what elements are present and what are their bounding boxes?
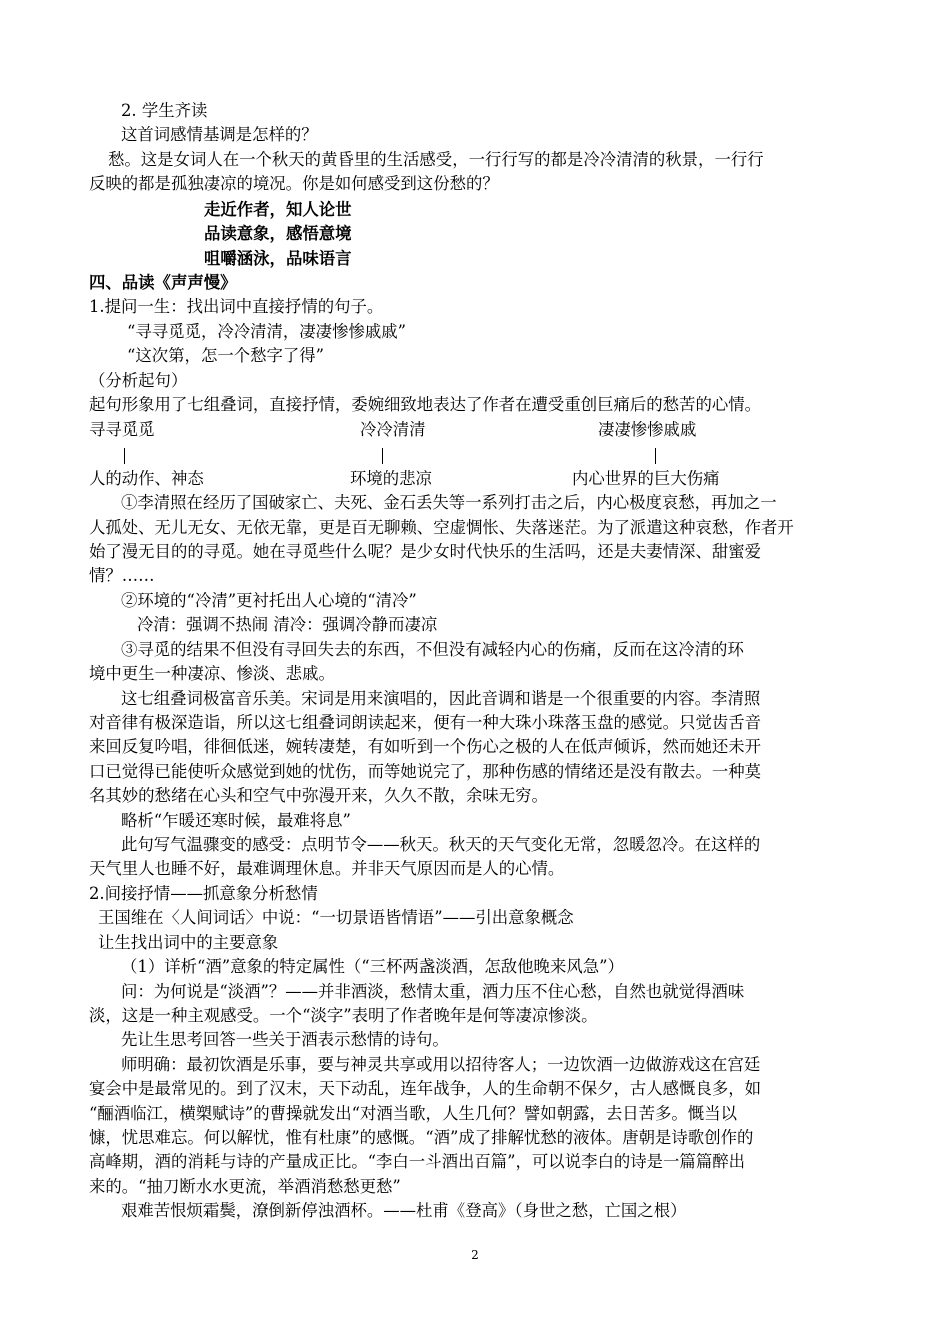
text-line: 凄凄惨惨戚戚	[598, 420, 697, 439]
connector-line-1	[124, 448, 125, 464]
text-line: 名其妙的愁绪在心头和空气中弥漫开来，久久不散，余味无穷。	[89, 786, 548, 805]
text-line: （1）详析“酒”意象的特定属性（“三杯两盏淡酒，怎敌他晚来风急”）	[121, 957, 624, 976]
text-line: 2.间接抒情——抓意象分析愁情	[89, 884, 318, 903]
page-number: 2	[471, 1248, 479, 1262]
text-line: 反映的都是孤独凄凉的境况。你是如何感受到这份愁的？	[89, 174, 499, 193]
heading-line: 品读意象，感悟意境	[204, 224, 352, 243]
text-line: 艰难苦恨烦霜鬓，潦倒新停浊酒杯。——杜甫《登高》（身世之愁，亡国之根）	[121, 1201, 687, 1220]
text-line: 宴会中是最常见的。到了汉末，天下动乱，连年战争，人的生命朝不保夕，古人感慨良多，如	[89, 1079, 762, 1098]
text-line: 寻寻觅觅	[89, 420, 155, 439]
text-line: 情？……	[89, 566, 155, 585]
text-line: （分析起句）	[89, 371, 188, 390]
text-line: 高峰期，酒的消耗与诗的产量成正比。“李白一斗酒出百篇”，可以说李白的诗是一篇篇醉出	[89, 1152, 745, 1171]
text-line: “酾酒临江，横槊赋诗”的曹操就发出“对酒当歌，人生几何？譬如朝露，去日苦多。慨当以	[89, 1104, 737, 1123]
text-line: 王国维在〈人间词话〉中说：“一切景语皆情语”——引出意象概念	[98, 908, 574, 927]
text-line: 愁。这是女词人在一个秋天的黄昏里的生活感受，一行行写的都是冷冷清清的秋景，一行行	[108, 150, 764, 169]
text-line: 冷清：强调不热闹 清冷：强调冷静而凄凉	[137, 615, 438, 634]
text-line: 人的动作、神态	[89, 469, 204, 488]
text-line: 内心世界的巨大伤痛	[572, 469, 720, 488]
text-line: 1.提问一生：找出词中直接抒情的句子。	[89, 297, 384, 316]
text-line: 人孤处、无儿无女、无依无靠，更是百无聊赖、空虚惆怅、失落迷茫。为了派遣这种哀愁，作者开	[89, 518, 794, 537]
text-line: 冷冷清清	[360, 420, 426, 439]
text-line: ①李清照在经历了国破家亡、夫死、金石丢失等一系列打击之后，内心极度哀愁，再加之一	[121, 493, 777, 512]
heading-line: 走近作者，知人论世	[204, 200, 352, 219]
text-line: 境中更生一种凄凉、惨淡、悲戚。	[89, 664, 335, 683]
connector-line-2	[382, 448, 383, 464]
text-line: 淡，这是一种主观感受。一个“淡字”表明了作者晚年是何等凄凉惨淡。	[89, 1006, 598, 1025]
text-line: 慷，忧思难忘。何以解忧，惟有杜康”的感慨。“酒”成了排解忧愁的液体。唐朝是诗歌创作的	[89, 1128, 754, 1147]
text-line: “这次第，怎一个愁字了得”	[127, 346, 325, 365]
text-line: “寻寻觅觅，冷冷清清，凄凄惨惨戚戚”	[127, 322, 407, 341]
text-line: ③寻觅的结果不但没有寻回失去的东西，不但没有减轻内心的伤痛，反而在这冷清的环	[121, 640, 744, 659]
text-line: 起句形象用了七组叠词，直接抒情，委婉细致地表达了作者在遭受重创巨痛后的愁苦的心情。	[89, 395, 762, 414]
text-line: 对音律有极深造诣，所以这七组叠词朗读起来，便有一种大珠小珠落玉盘的感觉。只觉齿舌音	[89, 713, 762, 732]
text-line: 这首词感情基调是怎样的？	[121, 125, 318, 144]
text-line: 来的。“抽刀断水水更流，举酒消愁愁更愁”	[89, 1177, 401, 1196]
connector-line-3	[655, 448, 656, 464]
text-line: 先让生思考回答一些关于酒表示愁情的诗句。	[121, 1030, 449, 1049]
text-line: ②环境的“冷清”更衬托出人心境的“清冷”	[121, 591, 417, 610]
text-line: 环境的悲凉	[350, 469, 432, 488]
text-line: 略析“乍暖还寒时候，最难将息”	[121, 811, 351, 830]
text-line: 天气里人也睡不好，最难调理休息。并非天气原因而是人的心情。	[89, 859, 565, 878]
text-line: 问：为何说是“淡酒”？——并非酒淡，愁情太重，酒力压不住心愁，自然也就觉得酒味	[121, 982, 745, 1001]
text-line: 师明确：最初饮酒是乐事，要与神灵共享或用以招待客人；一边饮酒一边做游戏这在宫廷	[121, 1055, 761, 1074]
text-line: 口已觉得已能使听众感觉到她的忧伤，而等她说完了，那种伤感的情绪还是没有散去。一种莫	[89, 762, 762, 781]
text-line: 此句写气温骤变的感受：点明节令——秋天。秋天的天气变化无常，忽暖忽冷。在这样的	[121, 835, 761, 854]
text-line: 来回反复吟唱，徘徊低迷，婉转凄楚，有如听到一个伤心之极的人在低声倾诉，然而她还未开	[89, 737, 762, 756]
text-line: 始了漫无目的的寻觅。她在寻觅些什么呢？是少女时代快乐的生活吗，还是夫妻情深、甜蜜爱	[89, 542, 762, 561]
text-line: 这七组叠词极富音乐美。宋词是用来演唱的，因此音调和谐是一个很重要的内容。李清照	[121, 689, 761, 708]
text-line: 2. 学生齐读	[121, 101, 208, 120]
heading-line: 四、品读《声声慢》	[89, 273, 237, 292]
text-line: 让生找出词中的主要意象	[98, 933, 279, 952]
heading-line: 咀嚼涵泳，品味语言	[204, 249, 352, 268]
